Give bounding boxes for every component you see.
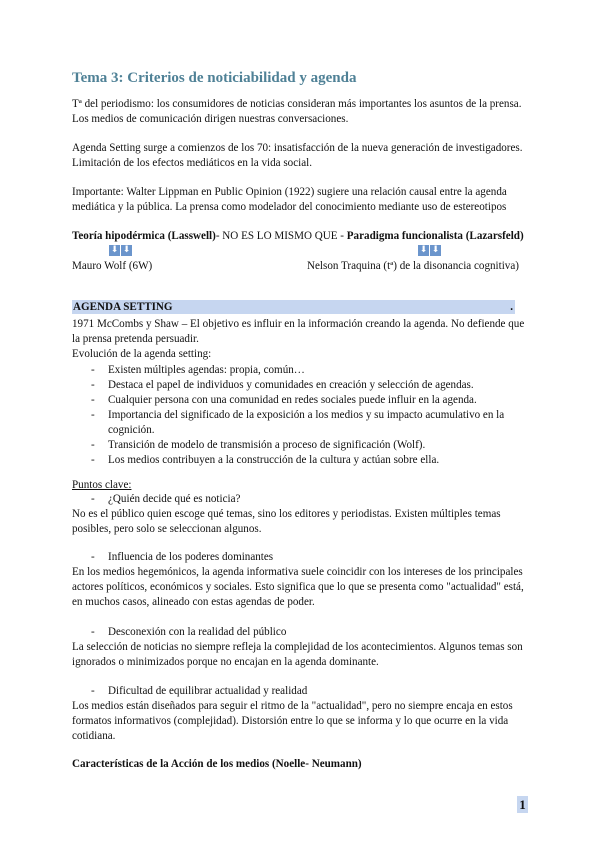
mccombs-line: la prensa pretenda persuadir. — [72, 333, 199, 345]
page-title: Tema 3: Criterios de noticiabilidad y agenda — [72, 70, 357, 86]
puntos-label: Puntos clave: — [72, 479, 132, 491]
section-heading-band — [72, 300, 515, 314]
punto-body-line: posibles, pero solo se seleccionan algunos. — [72, 523, 262, 535]
punto-dash: - — [91, 551, 95, 563]
intro-line: Los medios de comunicación dirigen nuestras conversaciones. — [72, 113, 349, 125]
down-arrows-right — [418, 245, 441, 256]
punto-body-line: La selección de noticias no siempre refleja la complejidad de los acontecimientos. Algunos temas son — [72, 641, 523, 653]
list-item: Destaca el papel de individuos y comunidades en creación y selección de agendas. — [108, 379, 474, 391]
punto-body-line: en muchos casos, alineado con estas agendas de poder. — [72, 596, 315, 608]
down-arrow-icon: ⬇ — [419, 245, 428, 255]
down-arrow-icon: ⬇ — [110, 245, 119, 255]
mauro-wolf: Mauro Wolf (6W) — [72, 260, 153, 272]
list-item: Existen múltiples agendas: propia, común… — [108, 364, 305, 376]
list-dash: - — [91, 439, 95, 451]
comparison-line — [72, 229, 532, 244]
punto-body-line: En los medios hegemónicos, la agenda informativa suele coincidir con los intereses de los principales — [72, 566, 523, 578]
punto-heading: Desconexión con la realidad del público — [108, 626, 287, 638]
down-arrows-left — [109, 245, 132, 256]
list-dash: - — [91, 454, 95, 466]
punto-body-line: ignorados o minimizados porque no encajan en la agenda dominante. — [72, 656, 379, 668]
list-item: Cualquier persona con una comunidad en redes sociales puede influir en la agenda. — [108, 394, 477, 406]
list-item-continuation: cognición. — [108, 424, 155, 436]
punto-body-line: No es el público quien escoge qué temas, sino los editores y periodistas. Existen múltiples temas — [72, 508, 501, 520]
punto-dash: - — [91, 626, 95, 638]
not-same-as: - NO ES LO MISMO QUE - — [215, 230, 347, 242]
punto-heading: Dificultad de equilibrar actualidad y realidad — [108, 685, 308, 697]
punto-heading: ¿Quién decide qué es noticia? — [108, 493, 241, 505]
functionalist-paradigm: Paradigma funcionalista (Lazarsfeld) — [346, 230, 524, 242]
final-heading: Características de la Acción de los medios (Noelle- Neumann) — [72, 758, 362, 770]
list-item: Importancia del significado de la exposición a los medios y su impacto acumulativo en la — [108, 409, 505, 421]
down-arrow-icon: ⬇ — [431, 245, 440, 255]
evolucion-list — [0, 363, 600, 468]
importante-line: Importante: Walter Lippman en Public Opinion (1922) sugiere una relación causal entre la agenda — [72, 186, 507, 198]
punto-dash: - — [91, 493, 95, 505]
list-dash: - — [91, 409, 95, 421]
hypodermic-theory: Teoría hipodérmica (Lasswell) — [72, 230, 216, 242]
down-arrow-icon: ⬇ — [122, 245, 131, 255]
punto-body-line: formatos informativos (complejidad). Distorsión entre lo que se informa y lo que ocurre en la vida — [72, 715, 509, 727]
list-dash: - — [91, 379, 95, 391]
list-dash: - — [91, 394, 95, 406]
punto-body-line: actores políticos, económicos y sociales. Esto significa que lo que se presenta como "actualidad" está, — [72, 581, 524, 593]
page-number: 1 — [517, 796, 528, 813]
agenda-intro-line: Agenda Setting surge a comienzos de los 70: insatisfacción de la nueva generación de investigadores. — [72, 142, 523, 154]
intro-line: Tª del periodismo: los consumidores de noticias consideran más importantes los asuntos de la prensa. — [72, 98, 522, 110]
list-item: Transición de modelo de transmisión a proceso de significación (Wolf). — [108, 439, 426, 451]
list-item: Los medios contribuyen a la construcción de la cultura y actúan sobre ella. — [108, 454, 440, 466]
list-dash: - — [91, 364, 95, 376]
mccombs-line: 1971 McCombs y Shaw – El objetivo es influir en la información creando la agenda. No defiende que — [72, 318, 525, 330]
punto-dash: - — [91, 685, 95, 697]
section-heading-period: . — [510, 301, 513, 313]
nelson-traquina: Nelson Traquina (tª) de la disonancia cognitiva) — [307, 260, 519, 272]
punto-body-line: Los medios están diseñados para seguir el ritmo de la "actualidad", pero no siempre encaja en estos — [72, 700, 513, 712]
punto-body-line: cotidiana. — [72, 730, 116, 742]
punto-heading: Influencia de los poderes dominantes — [108, 551, 274, 563]
importante-line: mediática y la pública. La prensa como modelador del conocimiento mediante uso de estereotipos — [72, 201, 507, 213]
evolucion-label: Evolución de la agenda setting: — [72, 348, 212, 360]
agenda-intro-line: Limitación de los efectos mediáticos en la vida social. — [72, 157, 312, 169]
section-heading: AGENDA SETTING — [73, 301, 173, 313]
